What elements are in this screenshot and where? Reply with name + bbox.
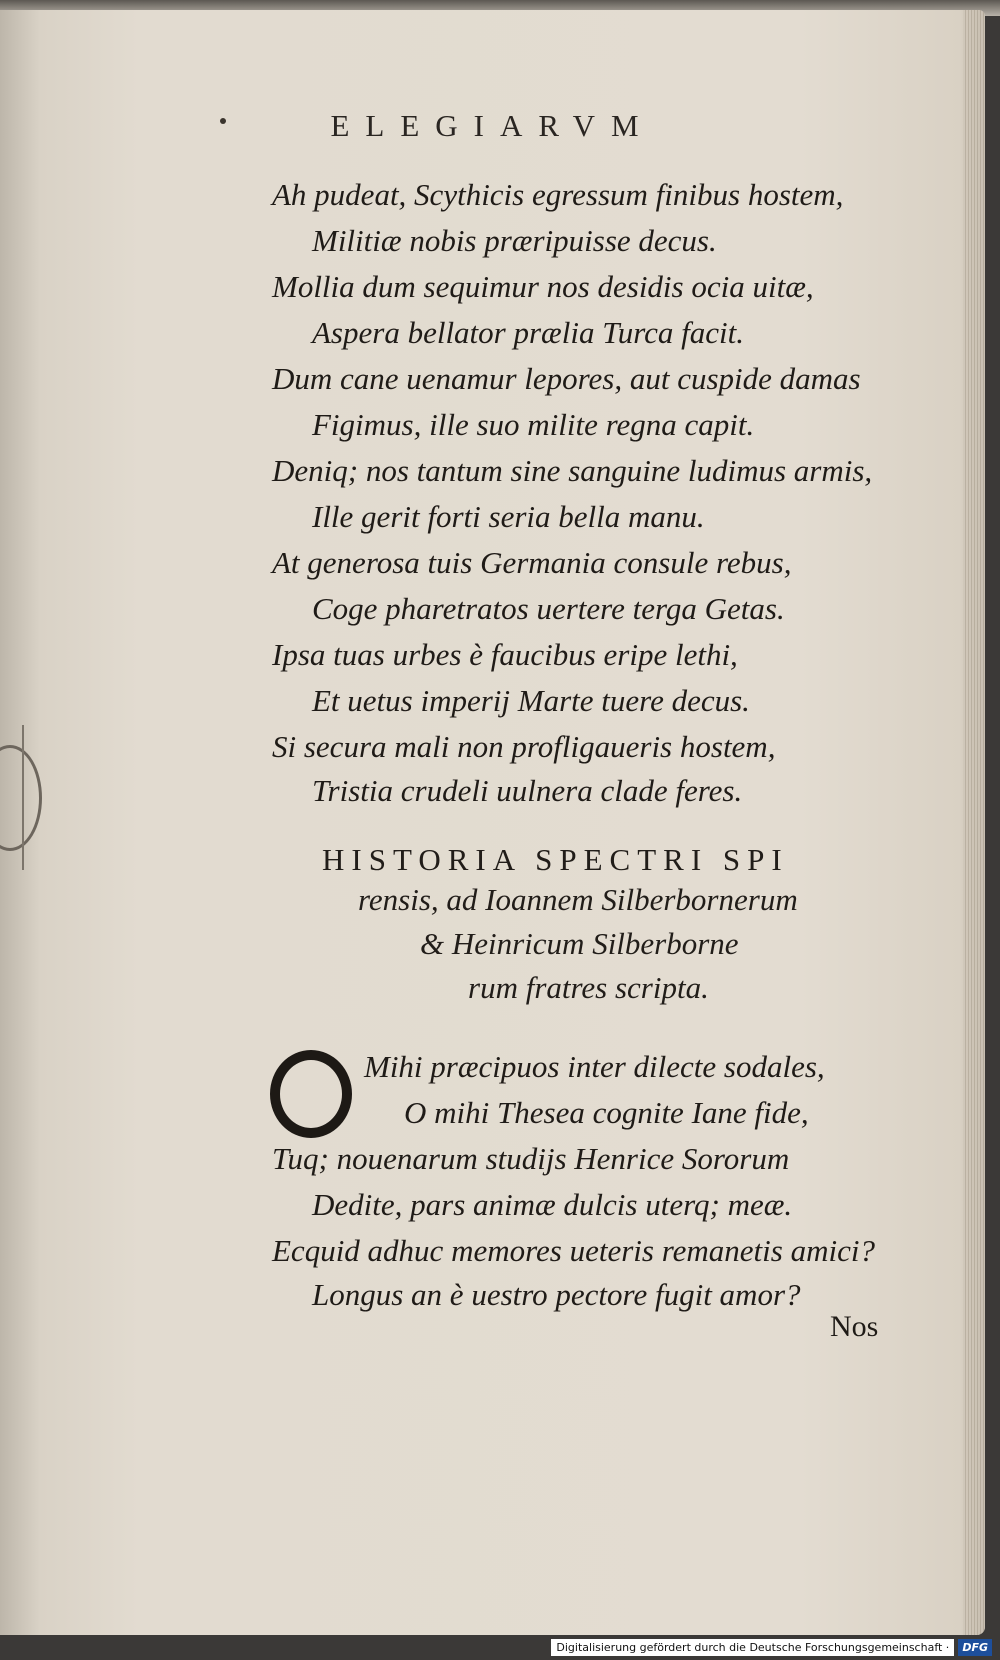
catchword: Nos	[830, 1310, 879, 1343]
footer-bar	[0, 1635, 1000, 1660]
verse-line: Ille gerit forti seria bella manu.	[312, 499, 705, 534]
verse-line: Si secura mali non profligaueris hostem,	[272, 729, 776, 764]
verse-line: Tuq; nouenarum studijs Henrice Sororum	[272, 1141, 790, 1176]
verse-line: Mollia dum sequimur nos desidis ocia uitæ,	[272, 269, 814, 304]
verse-line: Ecquid adhuc memores ueteris remanetis amici?	[272, 1233, 875, 1268]
verse-line: O mihi Thesea cognite Iane fide,	[404, 1095, 809, 1130]
verse-line: Ah pudeat, Scythicis egressum finibus hostem,	[272, 177, 844, 212]
verse-line: Tristia crudeli uulnera clade feres.	[312, 773, 743, 808]
dfg-logo-icon: DFG	[958, 1639, 992, 1656]
binding-clasp-mark	[0, 745, 42, 851]
running-head: ELEGIARVM	[330, 108, 655, 143]
verse-line: Coge pharetratos uertere terga Getas.	[312, 591, 785, 626]
section-title: HISTORIA SPECTRI SPI	[322, 842, 789, 877]
verse-line: Deniq; nos tantum sine sanguine ludimus armis,	[272, 453, 873, 488]
drop-cap-o	[270, 1050, 352, 1138]
verse-line: Aspera bellator prælia Turca facit.	[312, 315, 745, 350]
section-title-line: & Heinricum Silberborne	[420, 926, 739, 961]
verse-line: Et uetus imperij Marte tuere decus.	[312, 683, 750, 718]
book-page	[0, 10, 985, 1635]
verse-line: Dum cane uenamur lepores, aut cuspide damas	[272, 361, 861, 396]
verse-line: Ipsa tuas urbes è faucibus eripe lethi,	[272, 637, 738, 672]
verse-line: Figimus, ille suo milite regna capit.	[312, 407, 755, 442]
credit-text: Digitalisierung gefördert durch die Deutsche Forschungsgemeinschaft ·	[551, 1639, 954, 1656]
verse-line: Dedite, pars animæ dulcis uterq; meæ.	[312, 1187, 793, 1222]
page-fore-edge	[963, 10, 985, 1635]
gutter-line	[22, 725, 24, 870]
verse-line: Longus an è uestro pectore fugit amor?	[312, 1277, 801, 1312]
section-title-line: rum fratres scripta.	[468, 970, 709, 1005]
verse-line: Mihi præcipuos inter dilecte sodales,	[364, 1049, 825, 1084]
section-title-line: rensis, ad Ioannem Silberbornerum	[358, 882, 798, 917]
verse-line: Militiæ nobis præripuisse decus.	[312, 223, 717, 258]
digitization-credit	[551, 1638, 992, 1656]
verse-line: At generosa tuis Germania consule rebus,	[272, 545, 792, 580]
